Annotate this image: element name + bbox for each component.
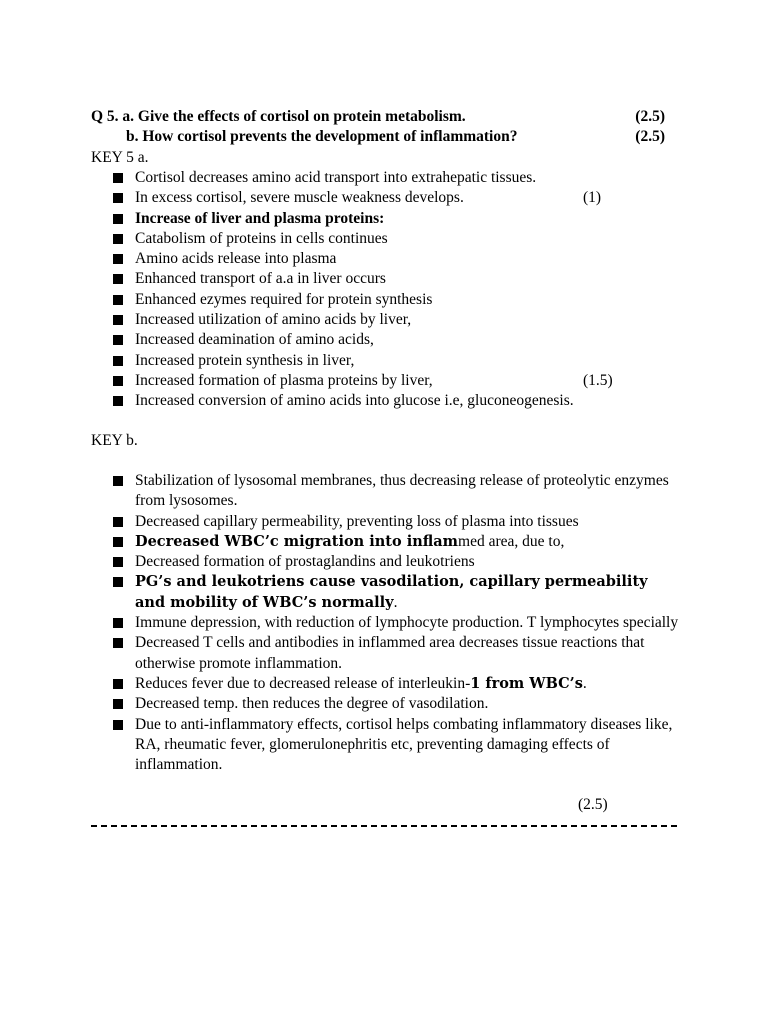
- list-item-text: Amino acids release into plasma: [135, 250, 337, 268]
- list-item: [110, 694, 680, 714]
- key-a-list: [110, 168, 680, 412]
- square-bullet-icon: [113, 214, 123, 224]
- list-item-text-bold: PG’s and leukotriens cause vasodilation, capillary permeability and mobility of WBC’s normally: [135, 573, 648, 611]
- list-item-text: Enhanced ezymes required for protein synthesis: [135, 290, 433, 308]
- list-item: [110, 391, 680, 411]
- question-5a-text: Q 5. a. Give the effects of cortisol on protein metabolism.: [91, 108, 466, 125]
- list-item: [110, 512, 680, 532]
- square-bullet-icon: [113, 315, 123, 325]
- list-item-text-bold: 1 from WBC’s: [470, 674, 583, 692]
- square-bullet-icon: [113, 193, 123, 203]
- list-item-text-bold: Decreased WBC’c migration into inflam: [135, 532, 459, 550]
- list-item: [110, 471, 680, 512]
- list-item: [110, 168, 680, 188]
- key-b-heading: KEY b.: [91, 432, 138, 449]
- square-bullet-icon: [113, 618, 123, 628]
- square-bullet-icon: [113, 274, 123, 284]
- list-item: [110, 552, 680, 572]
- list-item: [110, 310, 680, 330]
- square-bullet-icon: [113, 356, 123, 366]
- list-item-text: Increased utilization of amino acids by liver,: [135, 311, 412, 329]
- list-item: [110, 715, 680, 776]
- square-bullet-icon: [113, 557, 123, 567]
- list-item-text: Catabolism of proteins in cells continues: [135, 229, 388, 247]
- square-bullet-icon: [113, 476, 123, 486]
- list-item: [110, 290, 680, 310]
- list-item: [110, 351, 680, 371]
- list-item-text: Increased protein synthesis in liver,: [135, 351, 355, 369]
- key-b-list: [110, 471, 680, 775]
- list-item: [110, 330, 680, 350]
- question-5b: [91, 127, 665, 147]
- list-item-text: Decreased T cells and antibodies in inflammed area decreases tissue reactions that otherwise promote inflammation.: [135, 634, 645, 672]
- list-item-text: Increase of liver and plasma proteins:: [135, 209, 385, 227]
- square-bullet-icon: [113, 254, 123, 264]
- list-item: [110, 613, 680, 633]
- square-bullet-icon: [113, 295, 123, 305]
- square-bullet-icon: [113, 173, 123, 183]
- list-item: [110, 532, 680, 552]
- list-item-text: In excess cortisol, severe muscle weakness develops.: [135, 189, 464, 207]
- list-item-text: Decreased capillary permeability, preventing loss of plasma into tissues: [135, 512, 579, 530]
- square-bullet-icon: [113, 720, 123, 730]
- list-item: [110, 229, 680, 249]
- list-item-text: Cortisol decreases amino acid transport into extrahepatic tissues.: [135, 169, 537, 186]
- key-a-heading: KEY 5 a.: [91, 149, 149, 166]
- square-bullet-icon: [113, 396, 123, 406]
- list-item-text: Stabilization of lysosomal membranes, thus decreasing release of proteolytic enzymes from lysosomes.: [135, 472, 669, 510]
- list-item: [110, 209, 680, 229]
- list-item-text: Reduces fever due to decreased release of interleukin-: [135, 674, 471, 692]
- list-item-text: .: [393, 593, 398, 611]
- list-item-text: Increased formation of plasma proteins by liver,: [135, 371, 433, 389]
- square-bullet-icon: [113, 517, 123, 527]
- dashed-divider: [91, 825, 677, 827]
- square-bullet-icon: [113, 376, 123, 386]
- list-item: [110, 188, 680, 208]
- list-item-text: med area, due to,: [458, 532, 565, 550]
- list-item-text: Increased conversion of amino acids into glucose i.e, gluconeogenesis.: [135, 392, 574, 410]
- list-item-text: Enhanced transport of a.a in liver occurs: [135, 270, 386, 288]
- square-bullet-icon: [113, 537, 123, 547]
- list-item: [110, 572, 680, 613]
- square-bullet-icon: [113, 699, 123, 709]
- key-b-marks: (2.5): [578, 796, 608, 813]
- question-5a: [91, 107, 665, 127]
- list-item-text: .: [582, 674, 587, 692]
- list-item: [110, 249, 680, 269]
- list-item: [110, 269, 680, 289]
- square-bullet-icon: [113, 335, 123, 345]
- list-item: [110, 674, 680, 694]
- square-bullet-icon: [113, 679, 123, 689]
- square-bullet-icon: [113, 234, 123, 244]
- list-item: [110, 371, 680, 391]
- item-marks: (1): [583, 189, 602, 207]
- question-5b-text: b. How cortisol prevents the development of inflammation?: [126, 128, 518, 145]
- list-item: [110, 633, 680, 674]
- list-item-text: Immune depression, with reduction of lymphocyte production. T lymphocytes specially: [135, 614, 679, 632]
- list-item-text: Decreased formation of prostaglandins and leukotriens: [135, 553, 475, 571]
- list-item-text: Due to anti-inflammatory effects, cortisol helps combating inflammatory diseases like, RA, rheumatic fever, glomerulonephritis etc, preventing damaging effects of inflammation.: [135, 715, 673, 774]
- square-bullet-icon: [113, 577, 123, 587]
- list-item-text: Increased deamination of amino acids,: [135, 331, 374, 349]
- list-item-text: Decreased temp. then reduces the degree of vasodilation.: [135, 695, 489, 713]
- question-5a-marks: (2.5): [635, 108, 665, 125]
- item-marks: (1.5): [583, 371, 613, 389]
- question-5b-marks: (2.5): [635, 128, 665, 145]
- square-bullet-icon: [113, 638, 123, 648]
